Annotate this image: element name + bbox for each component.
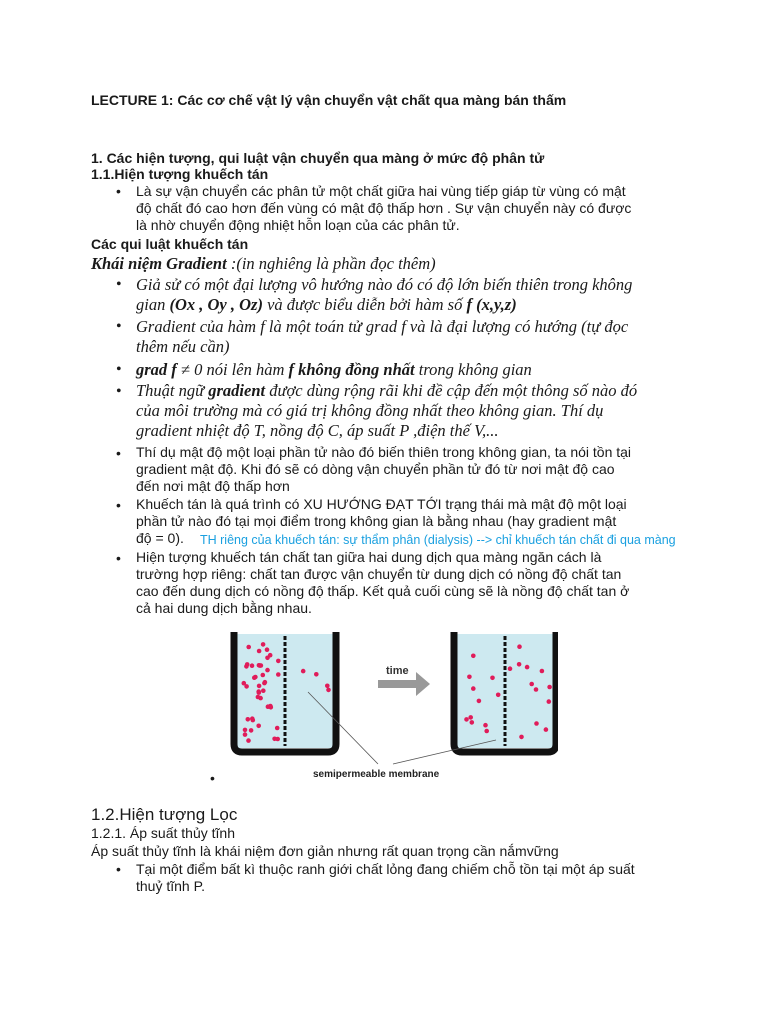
bullet-marker: • <box>116 361 122 378</box>
solute-particle <box>243 728 248 733</box>
text-line: thuỷ tĩnh P. <box>136 878 206 894</box>
page-title: LECTURE 1: Các cơ chế vật lý vận chuyển vật chất qua màng bán thấm <box>91 92 567 108</box>
solute-particle <box>326 688 331 693</box>
text-line: cả hai dung dịch bằng nhau. <box>136 600 312 616</box>
solute-particle <box>544 727 549 732</box>
section-1-heading: 1. Các hiện tượng, qui luật vận chuyển qua màng ở mức độ phân tử <box>91 150 545 166</box>
solute-particle <box>540 669 545 674</box>
solute-particle <box>547 699 552 704</box>
diffusion-figure <box>228 622 558 782</box>
text-span: và được biểu diễn bởi hàm số <box>262 295 467 314</box>
text-line: Khuếch tán là quá trình có XU HƯỚNG ĐẠT TỚI trạng thái mà mật độ một loại <box>136 496 627 512</box>
text-span: được dùng rộng rãi khi đề cập đến một thông số nào đó <box>265 381 638 400</box>
solute-particle <box>314 672 319 677</box>
solute-particle <box>547 685 552 690</box>
solute-particle <box>261 642 266 647</box>
gradient-heading-bold: Khái niệm Gradient <box>91 254 227 273</box>
solute-particle <box>517 662 522 667</box>
grad-bold: grad f <box>136 360 177 379</box>
solute-particle <box>245 662 250 667</box>
solute-particle <box>468 715 473 720</box>
solute-particle <box>490 676 495 681</box>
text-line: Là sự vận chuyển các phân tử một chất giữa hai vùng tiếp giáp từ vùng có mật <box>136 183 626 199</box>
solute-particle <box>246 717 251 722</box>
solute-particle <box>243 732 248 737</box>
bullet-marker: • <box>116 445 121 461</box>
solute-particle <box>265 668 270 673</box>
solute-particle <box>272 737 277 742</box>
solute-particle <box>519 735 524 740</box>
text-span: trong không gian <box>414 360 532 379</box>
bullet-marker: • <box>116 550 121 566</box>
gradient-heading-note: :(in nghiêng là phần đọc thêm) <box>226 254 436 273</box>
text-line: là nhờ chuyển động nhiệt hỗn loạn của các phân tử. <box>136 217 460 233</box>
text-line: trường hợp riêng: chất tan được vận chuyển từ dung dịch có nồng độ chất tan <box>136 566 622 582</box>
solute-particle <box>470 720 475 725</box>
gradient-bullet-3 <box>136 360 532 380</box>
solute-particle <box>256 724 261 729</box>
solute-particle <box>276 672 281 677</box>
gradient-bullet-1 <box>136 275 632 315</box>
solute-particle <box>275 726 280 731</box>
bullet-marker: • <box>116 318 122 335</box>
text-line: thêm nếu cần) <box>136 337 230 356</box>
text-line: độ chất đó cao hơn đến vùng có mật độ thấp hơn . Sự vận chuyển này có được <box>136 200 632 216</box>
solute-particle <box>242 681 247 686</box>
solute-particle <box>496 693 501 698</box>
solute-particle <box>508 666 513 671</box>
axes-bold: (Ox , Oy , Oz) <box>169 295 263 314</box>
solute-particle <box>261 673 266 678</box>
bullet-2-text <box>136 444 631 495</box>
solute-particle <box>250 663 255 668</box>
text-line <box>136 381 637 401</box>
section-1-1-heading: 1.1.Hiện tượng khuếch tán <box>91 166 269 182</box>
text-line: cao đến dung dịch có nồng độ thấp. Kết quả cuối cùng sẽ là nồng độ chất tan ở <box>136 583 630 599</box>
solute-particle <box>529 682 534 687</box>
bullet-marker: • <box>116 497 121 513</box>
solute-particle <box>471 654 476 659</box>
laws-heading: Các qui luật khuếch tán <box>91 236 249 252</box>
solute-particle <box>256 695 261 700</box>
solute-particle <box>268 704 273 709</box>
text-span: ≠ 0 nói lên hàm <box>176 360 289 379</box>
bullet-marker: • <box>116 383 122 400</box>
function-bold: f (x,y,z) <box>466 295 517 314</box>
text-line: Hiện tượng khuếch tán chất tan giữa hai dung dịch qua màng ngăn cách là <box>136 549 602 565</box>
solute-particle <box>534 687 539 692</box>
pressure-paragraph: Áp suất thủy tĩnh là khái niệm đơn giản nhưng rất quan trọng cần nắmvững <box>91 843 559 859</box>
section-1-2-1-heading: 1.2.1. Áp suất thủy tĩnh <box>91 825 235 841</box>
text-span: gian <box>136 295 170 314</box>
text-line: Gradient của hàm f là một toán tử grad f và là đại lượng có hướng (tự đọc <box>136 317 629 336</box>
solute-particle <box>534 721 539 726</box>
membrane-label: semipermeable membrane <box>313 769 440 780</box>
text-line: phần tử nào đó tại mọi điểm trong không gian là bằng nhau (hay gradient mật <box>136 513 617 529</box>
gradient-bullet-2 <box>136 317 628 357</box>
left-beaker <box>234 632 336 752</box>
text-line <box>136 295 632 315</box>
text-line: gradient mật độ. Khi đó sẽ có dòng vận chuyển phần tử đó từ nơi mật độ cao <box>136 461 615 477</box>
nonuniform-bold: f không đồng nhất <box>288 360 415 379</box>
solute-particle <box>258 663 263 668</box>
text-line: Thí dụ mật độ một loại phần tử nào đó biến thiên trong không gian, ta nói tồn tại <box>136 444 632 460</box>
bullet-marker: • <box>210 770 215 786</box>
right-beaker <box>454 632 556 752</box>
solute-particle <box>256 689 261 694</box>
solute-particle <box>484 729 489 734</box>
section-1-2-heading: 1.2.Hiện tượng Lọc <box>91 805 238 824</box>
bullet-marker: • <box>116 861 121 877</box>
time-arrow <box>378 665 430 696</box>
dialysis-note: TH riêng của khuếch tán: sự thẩm phân (dialysis) --> chỉ khuếch tán chất đi qua màng <box>200 533 676 547</box>
time-label: time <box>386 665 409 677</box>
solute-particle <box>249 728 254 733</box>
text-line: gradient nhiệt độ T, nồng độ C, áp suất P ,điện thế V,... <box>136 421 499 440</box>
solute-particle <box>246 738 251 743</box>
solute-particle <box>464 717 469 722</box>
text-span: độ = 0). <box>136 530 184 546</box>
text-span: Thuật ngữ <box>136 381 209 400</box>
solute-particle <box>252 675 257 680</box>
solute-particle <box>257 684 262 689</box>
text-line: đến nơi mật độ thấp hơn <box>136 478 290 494</box>
solute-particle <box>477 699 482 704</box>
gradient-term-bold: gradient <box>208 381 266 400</box>
gradient-heading <box>91 254 436 274</box>
solute-particle <box>471 686 476 691</box>
solute-particle <box>467 675 472 680</box>
gradient-bullet-4 <box>136 381 637 441</box>
solute-particle <box>246 645 251 650</box>
solute-particle <box>268 653 273 658</box>
bullet-marker: • <box>116 276 122 293</box>
text-line: Giả sử có một đại lượng vô hướng nào đó có độ lớn biến thiên trong không <box>136 275 633 294</box>
solute-particle <box>517 644 522 649</box>
solute-particle <box>261 688 266 693</box>
text-line: của môi trường mà có giá trị không đồng nhất theo không gian. Thí dụ <box>136 401 604 420</box>
bullet-5-text <box>136 861 635 895</box>
solute-particle <box>263 680 268 685</box>
solute-particle <box>525 665 530 670</box>
bullet-1-text <box>136 183 631 234</box>
solute-particle <box>301 669 306 674</box>
bullet-marker: • <box>116 183 121 199</box>
solute-particle <box>276 659 281 664</box>
text-line: Tại một điểm bất kì thuộc ranh giới chất lỏng đang chiếm chỗ tồn tại một áp suất <box>136 861 635 877</box>
solute-particle <box>265 647 270 652</box>
solute-particle <box>257 649 262 654</box>
solute-particle <box>250 716 255 721</box>
bullet-4-text <box>136 549 629 617</box>
solute-particle <box>325 684 330 689</box>
solute-particle <box>483 723 488 728</box>
